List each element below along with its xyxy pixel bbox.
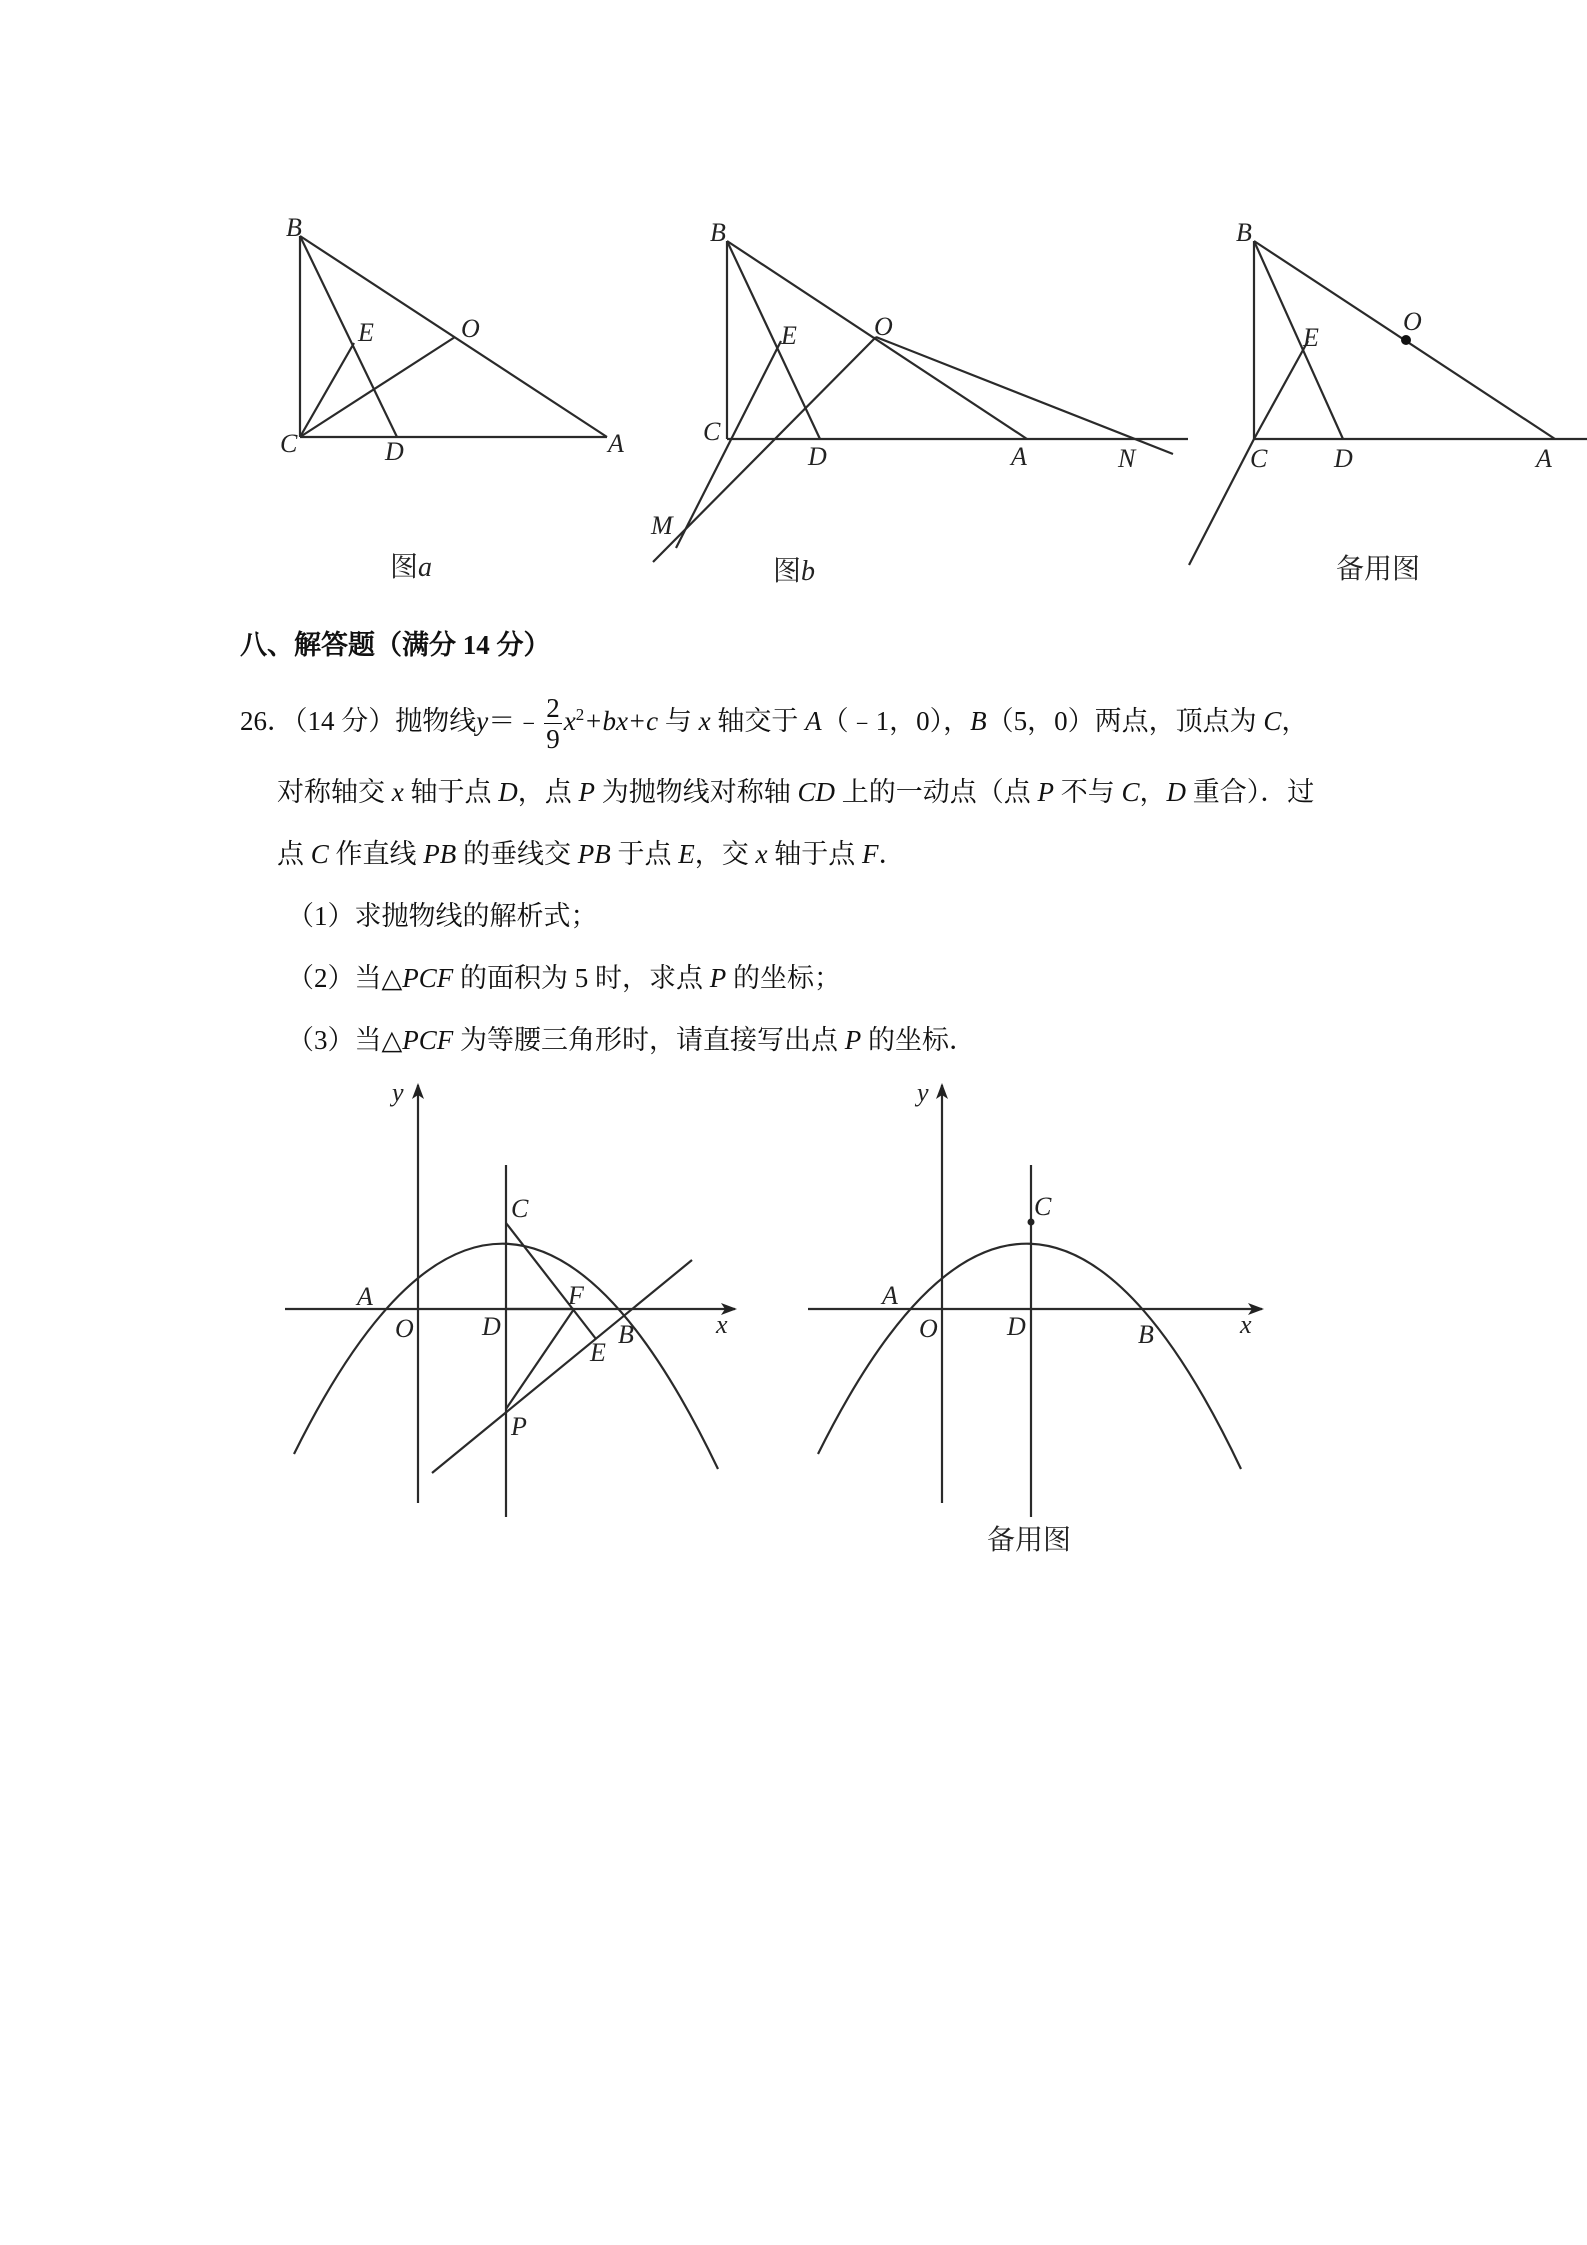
label-C: C [1034, 1192, 1052, 1221]
fraction: $\frac{2}{9}$ [546, 692, 560, 754]
label-x: x [1240, 1310, 1252, 1339]
label-B: B [710, 218, 726, 247]
text-run: C [310, 839, 329, 869]
text-run: 点 [277, 839, 311, 869]
label-E: E [590, 1338, 606, 1367]
text-run: P [578, 777, 595, 807]
text-run: ． [878, 839, 906, 869]
label-B: B [1236, 218, 1252, 247]
label-O: O [395, 1314, 414, 1343]
text-run: 轴于点 [767, 839, 862, 869]
text-run: 的坐标； [726, 963, 842, 993]
caption-spare-bottom: 备用图 [987, 1523, 1072, 1556]
label-A: A [1011, 442, 1027, 471]
label-N: N [1118, 444, 1136, 473]
section-title: 八、解答题（满分 14 分） [240, 630, 551, 660]
label-A: A [608, 429, 624, 458]
text-run: x [391, 777, 404, 807]
text-run: 为等腰三角形时，请直接写出点 [453, 1025, 845, 1055]
parabola [818, 1244, 1241, 1469]
problem-line-1: 26．（14 分）抛物线y＝﹣ $\frac{2}{9}$ $x^2+bx+c$ 与 x 轴交于 A（﹣1，0），B（5，0）两点，顶点为 C， [240, 692, 1309, 754]
line-PB [432, 1260, 692, 1473]
text-run: 的面积为 5 时，求点 [453, 963, 710, 993]
label-F: F [568, 1281, 584, 1310]
label-P: P [511, 1412, 527, 1441]
text-run: D [498, 777, 518, 807]
text-run: D [1166, 777, 1187, 807]
caption-fig-b: 图b [773, 554, 816, 587]
label-C: C [511, 1194, 529, 1223]
label-E: E [781, 321, 797, 350]
figure-parabola-main [285, 1078, 735, 1517]
label-x: x [716, 1310, 728, 1339]
text-run: 不与 [1054, 777, 1122, 807]
label-C: C [703, 417, 721, 446]
label-O: O [919, 1314, 938, 1343]
text-run: 为抛物线对称轴 [594, 777, 798, 807]
text-run: P [1037, 777, 1054, 807]
text-run: CD [797, 777, 835, 807]
text-run: ， [1139, 777, 1167, 807]
text-run: （3）当△ [287, 1025, 403, 1055]
text-run: x [755, 839, 768, 869]
label-D: D [808, 442, 827, 471]
label-B: B [286, 213, 302, 242]
label-C: C [1250, 444, 1268, 473]
label-D: D [1007, 1312, 1026, 1341]
label-E: E [358, 318, 374, 347]
label-D: D [1334, 444, 1353, 473]
caption-fig-a: 图a [390, 550, 433, 583]
text-run: PB [577, 839, 611, 869]
text-run: 重合）．过 [1186, 777, 1315, 807]
text-run: 轴于点 [403, 777, 499, 807]
label-E: E [1303, 323, 1319, 352]
caption-spare-top: 备用图 [1336, 552, 1421, 585]
text-run: 上的一动点（点 [835, 777, 1038, 807]
label-y: y [917, 1078, 929, 1107]
label-O: O [874, 312, 893, 341]
label-B: B [618, 1320, 634, 1349]
label-C: C [280, 429, 298, 458]
label-y: y [392, 1078, 404, 1107]
text-run: （1）求抛物线的解析式； [287, 901, 598, 931]
label-A: A [882, 1281, 898, 1310]
text-run: 对称轴交 [277, 777, 392, 807]
label-A: A [1536, 444, 1552, 473]
label-A: A [357, 1282, 373, 1311]
text-run: P [844, 1025, 862, 1055]
text-run: F [862, 839, 879, 869]
figure-parabola-spare [808, 1078, 1262, 1556]
label-O: O [461, 314, 480, 343]
text-run: （2）当△ [287, 963, 403, 993]
text-run: 于点 [610, 839, 679, 869]
label-M: M [651, 511, 673, 540]
text-run: PCF [402, 963, 454, 993]
text-run: E [678, 839, 695, 869]
text-run: P [709, 963, 727, 993]
label-B: B [1138, 1320, 1154, 1349]
label-O: O [1403, 307, 1422, 336]
text-run: ，交 [694, 839, 756, 869]
text-run: PCF [402, 1025, 454, 1055]
text-run: ，点 [517, 777, 579, 807]
text-run: 作直线 [328, 839, 424, 869]
label-D: D [482, 1312, 501, 1341]
text-run: C [1121, 777, 1140, 807]
label-D: D [385, 437, 404, 466]
text-run: 的垂线交 [456, 839, 578, 869]
text-run: PB [423, 839, 457, 869]
text-run: 的坐标． [861, 1025, 977, 1055]
